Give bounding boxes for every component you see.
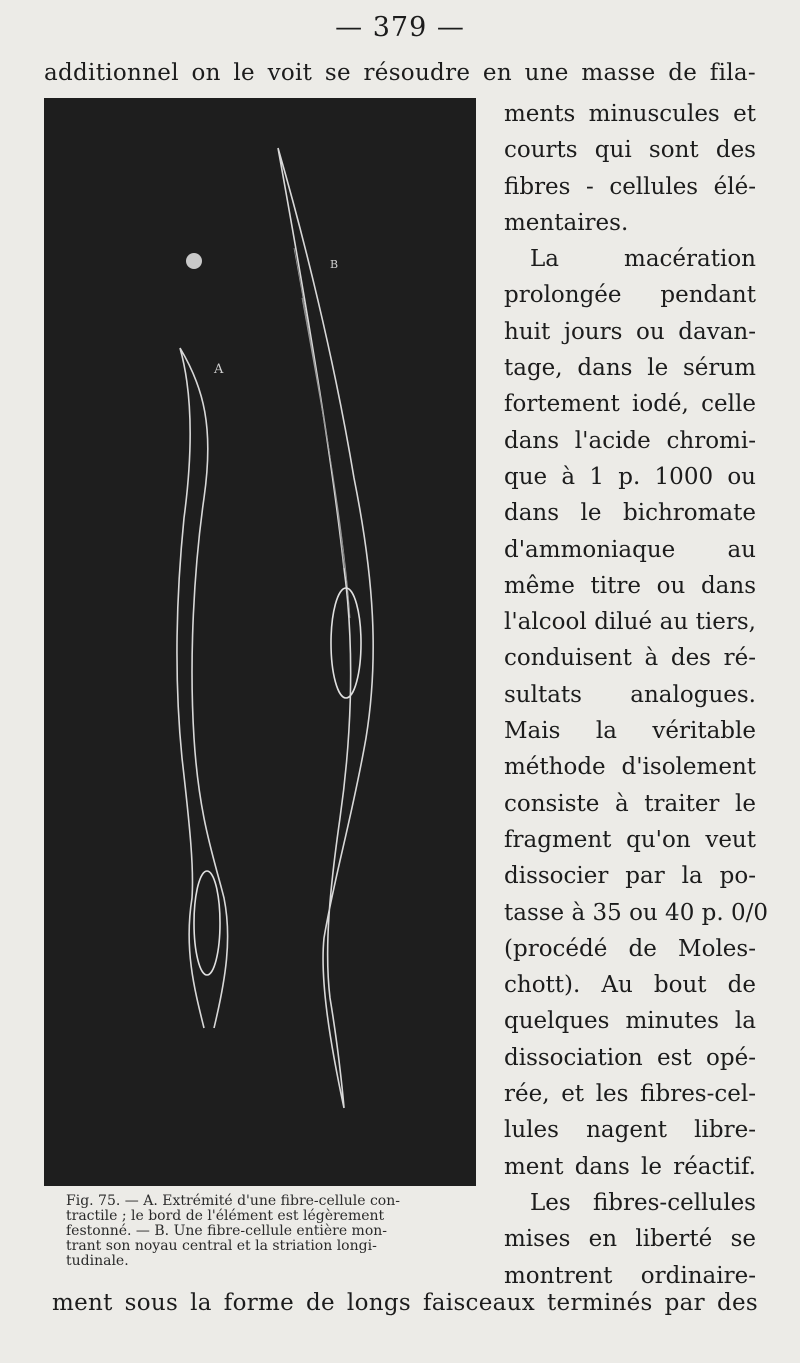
column-line: dissocier par la po- (504, 863, 756, 890)
column-line: courts qui sont des (504, 137, 756, 164)
column-line: ment dans le réactif. (504, 1153, 756, 1180)
caption-line: tractile ; le bord de l'élément est légèrement (66, 1208, 385, 1224)
column-line: fibres - cellules élé- (504, 173, 756, 200)
column-line: dans l'acide chromi- (504, 427, 756, 454)
column-line: lules nagent libre- (504, 1117, 756, 1144)
caption-line: trant son noyau central et la striation longi- (66, 1238, 377, 1254)
column-line: conduisent à des ré- (504, 645, 756, 672)
column-line: que à 1 p. 1000 ou (504, 463, 756, 490)
label-a: A (214, 362, 224, 377)
column-line: dans le bichromate (504, 500, 756, 527)
caption-line: festonné. — B. Une fibre-cellule entière mon- (66, 1223, 388, 1239)
column-line: Mais la véritable (504, 718, 756, 745)
column-line: fortement iodé, celle (504, 391, 756, 418)
column-line: mentaires. (504, 209, 629, 236)
column-line: méthode d'isolement (504, 754, 756, 781)
column-line: La macération (530, 246, 756, 273)
column-line: montrent ordinaire- (504, 1262, 756, 1289)
column-line: tage, dans le sérum (504, 355, 756, 382)
column-line: (procédé de Moles- (504, 935, 756, 962)
column-line: consiste à traiter le (504, 790, 756, 817)
column-line: rée, et les fibres-cel- (504, 1081, 756, 1108)
column-line: Les fibres-cellules (530, 1189, 756, 1216)
column-line: quelques minutes la (504, 1008, 756, 1035)
column-line: d'ammoniaque au (504, 536, 756, 563)
fibre-b-nucleus (331, 588, 361, 698)
text-line-top: additionnel on le voit se résoudre en une masse de fila- (44, 60, 756, 86)
column-line: mises en liberté se (504, 1226, 756, 1253)
label-b: B (330, 258, 339, 271)
text-column (504, 96, 768, 1294)
fibre-cell-drawing (44, 98, 476, 1186)
figure-illustration (44, 98, 476, 1186)
fibre-b-outline (278, 148, 373, 1108)
column-line: l'alcool dilué au tiers, (504, 609, 756, 636)
column-line: prolongée pendant (504, 282, 756, 309)
column-line: sultats analogues. (504, 681, 756, 708)
column-line: ments minuscules et (504, 101, 756, 127)
column-line: même titre ou dans (504, 572, 756, 599)
text-line-bottom: ment sous la forme de longs faisceaux terminés par des (52, 1290, 758, 1316)
column-line: fragment qu'on veut (504, 826, 756, 853)
figure-caption (66, 1194, 476, 1269)
column-line: chott). Au bout de (504, 972, 756, 999)
column-line: dissociation est opé- (504, 1044, 756, 1071)
page-number: — 379 — (335, 12, 465, 43)
caption-line: Fig. 75. — A. Extrémité d'une fibre-cellule con- (66, 1193, 400, 1209)
fibre-a-nucleus (194, 871, 220, 975)
caption-line: tudinale. (66, 1253, 129, 1269)
column-line: tasse à 35 ou 40 p. 0/0 (504, 899, 768, 926)
column-line: huit jours ou davan- (504, 318, 756, 345)
